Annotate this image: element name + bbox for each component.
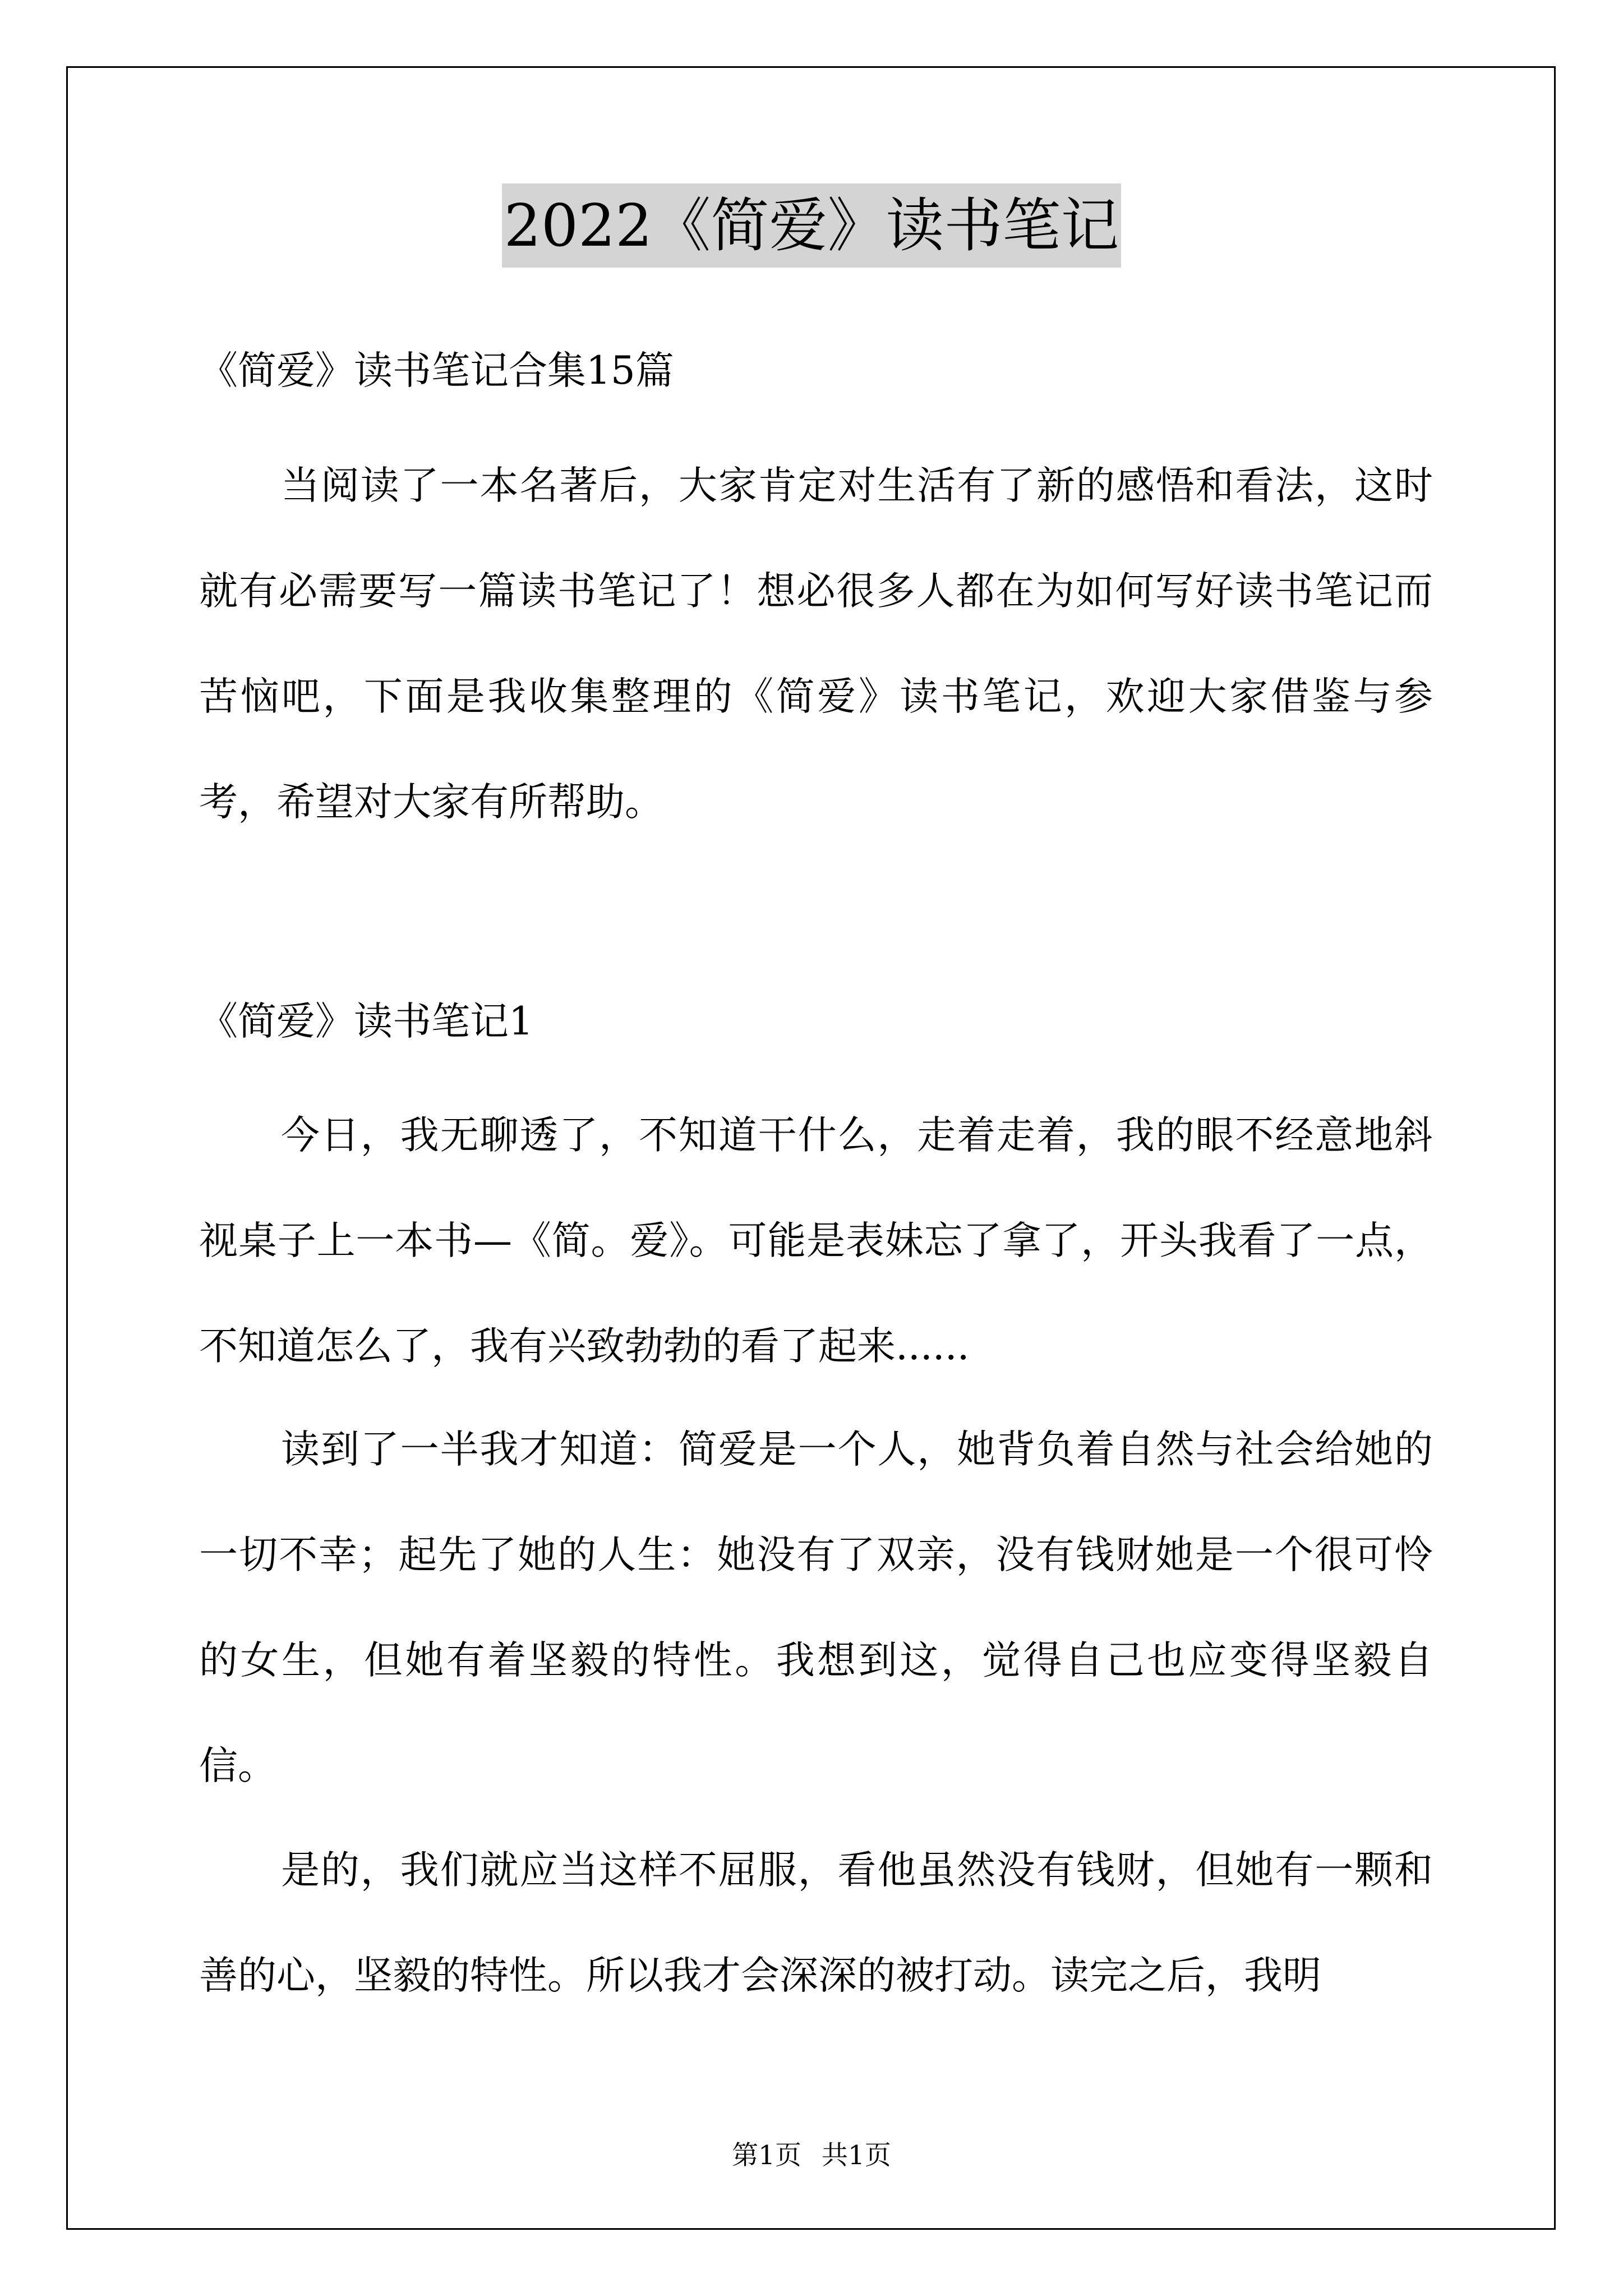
page-footer bbox=[0, 2134, 1623, 2172]
body-paragraph-3: 是的，我们就应当这样不屈服，看他虽然没有钱财，但她有一颗和善的心，坚毅的特性。所以我才会深深的被打动。读完之后，我明 bbox=[199, 1848, 1433, 1998]
intro-paragraph: 当阅读了一本名著后，大家肯定对生活有了新的感悟和看法，这时就有必需要写一篇读书笔记了！想必很多人都在为如何写好读书笔记而苦恼吧，下面是我收集整理的《简爱》读书笔记，欢迎大家借鉴与参考，希望对大家有所帮助。 bbox=[199, 463, 1433, 825]
page-total: 共1页 bbox=[822, 2140, 891, 2171]
body-paragraph-1: 今日，我无聊透了，不知道干什么，走着走着，我的眼不经意地斜视桌子上一本书—《简。爱》。可能是表妹忘了拿了，开头我看了一点，不知道怎么了，我有兴致勃勃的看了起来...... bbox=[199, 1113, 1433, 1369]
subtitle: 《简爱》读书笔记合集15篇 bbox=[199, 348, 674, 393]
page-number: 第1页 bbox=[732, 2140, 801, 2171]
body-paragraph-2: 读到了一半我才知道：简爱是一个人，她背负着自然与社会给她的一切不幸；起先了她的人生：她没有了双亲，没有钱财她是一个很可怜的女生，但她有着坚毅的特性。我想到这，觉得自己也应变得坚毅自信。 bbox=[199, 1427, 1433, 1788]
document-title bbox=[0, 191, 1623, 260]
section-heading: 《简爱》读书笔记1 bbox=[199, 999, 533, 1044]
title-text: 2022《简爱》读书笔记 bbox=[502, 183, 1122, 268]
